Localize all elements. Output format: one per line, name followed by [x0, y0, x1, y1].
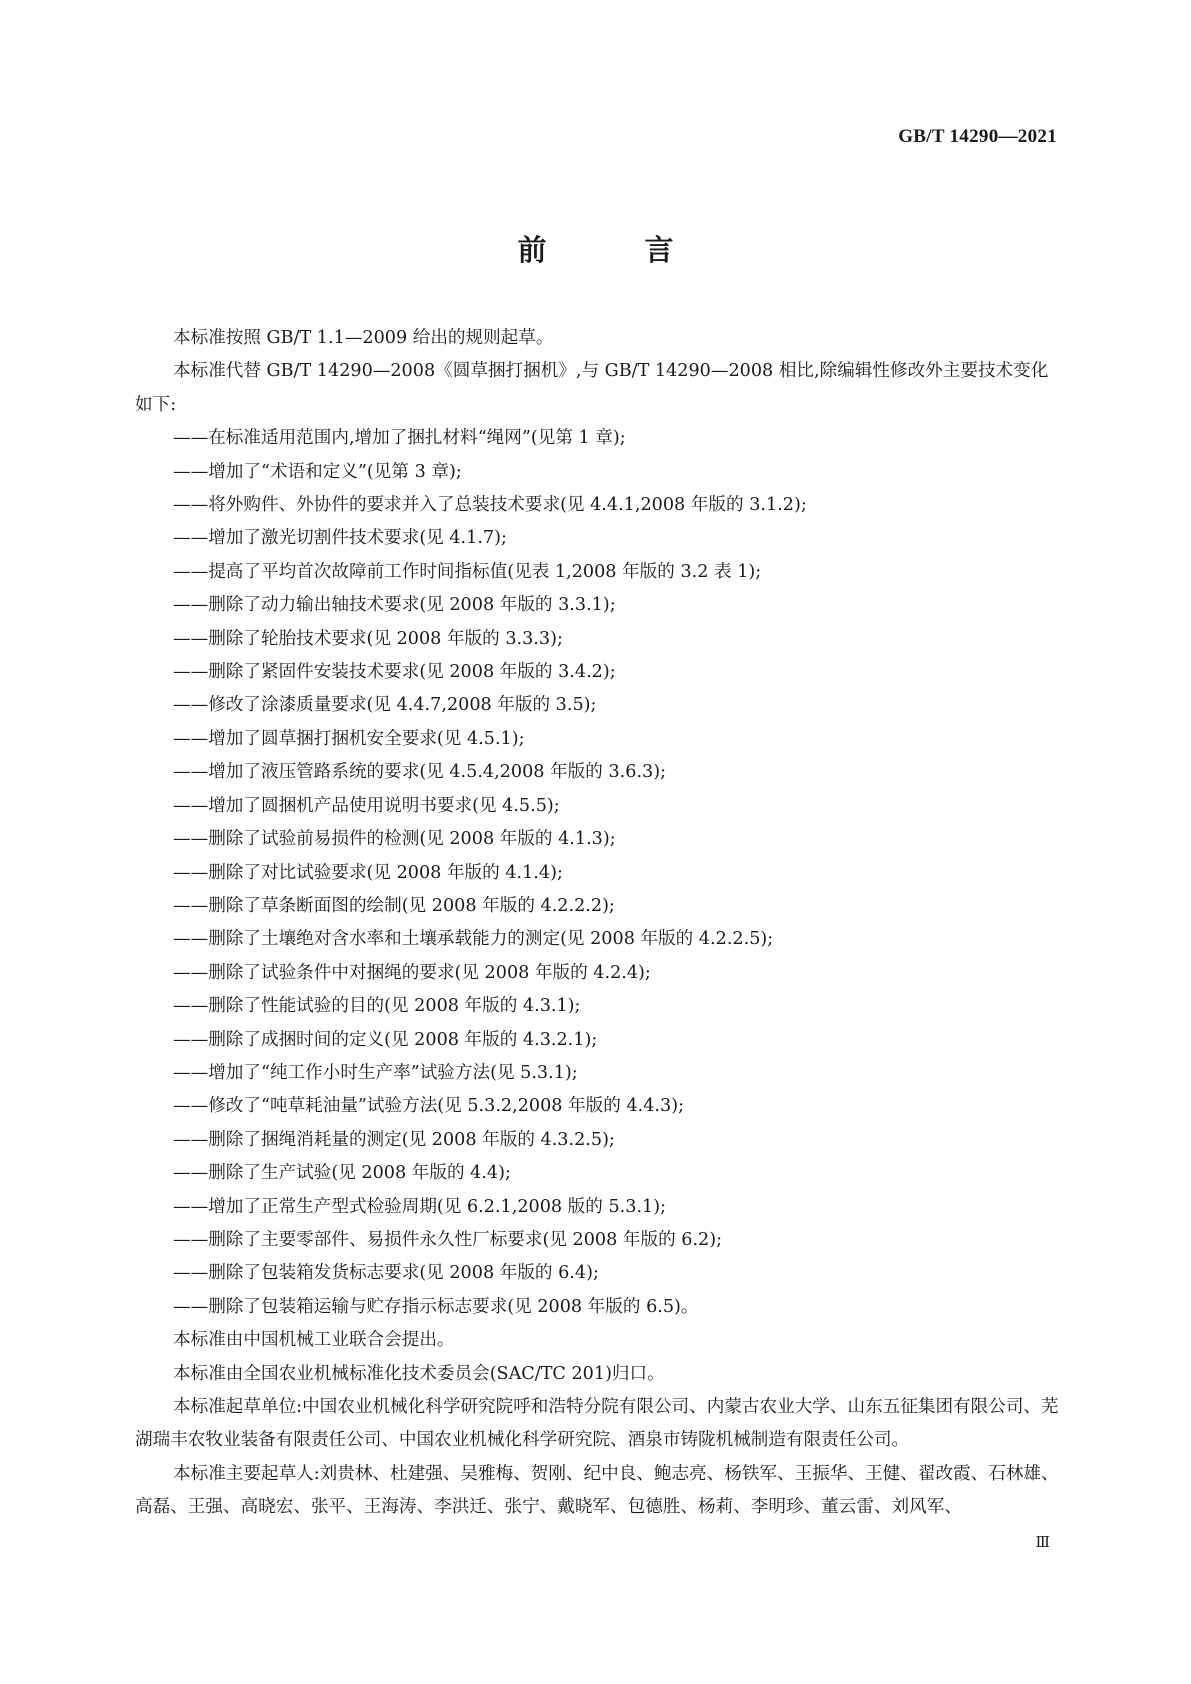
list-item: ——删除了土壤绝对含水率和土壤承载能力的测定(见 2008 年版的 4.2.2.5);	[173, 929, 774, 950]
standard-code: GB/T 14290—2021	[898, 126, 1057, 147]
paragraph-drafters: 本标准主要起草人:刘贵林、杜建强、吴雅梅、贺刚、纪中良、鲍志亮、杨铁军、王振华、王健、翟改霞、石林雄、高磊、王强、高晓宏、张平、王海涛、李洪迁、张宁、戴晓军、包德胜、杨莉、李明珍、董云雷、刘风军、	[135, 1463, 1059, 1518]
list-item: ——删除了对比试验要求(见 2008 年版的 4.1.4);	[173, 862, 563, 883]
list-item: ——删除了包装箱运输与贮存指示标志要求(见 2008 年版的 6.5)。	[173, 1296, 699, 1317]
page-title: 前 言	[517, 233, 718, 267]
list-item: ——修改了涂漆质量要求(见 4.4.7,2008 年版的 3.5);	[173, 695, 597, 716]
list-item: ——修改了“吨草耗油量”试验方法(见 5.3.2,2008 年版的 4.4.3);	[173, 1096, 685, 1117]
paragraph-drafting-units: 本标准起草单位:中国农业机械化科学研究院呼和浩特分院有限公司、内蒙古农业大学、山东五征集团有限公司、芜湖瑞丰农牧业装备有限责任公司、中国农业机械化科学研究院、酒泉市铸陇机械制造有限责任公司。	[135, 1397, 1059, 1451]
paragraph-committee: 本标准由全国农业机械标准化技术委员会(SAC/TC 201)归口。	[173, 1363, 665, 1384]
changes-list	[135, 422, 1060, 1324]
list-item: ——增加了激光切割件技术要求(见 4.1.7);	[173, 528, 507, 549]
paragraph-replacement: 本标准代替 GB/T 14290—2008《圆草捆打捆机》,与 GB/T 14290—2008 相比,除编辑性修改外主要技术变化如下:	[135, 361, 1049, 415]
list-item: ——删除了主要零部件、易损件永久性厂标要求(见 2008 年版的 6.2);	[173, 1229, 723, 1250]
list-item: ——增加了“纯工作小时生产率”试验方法(见 5.3.1);	[173, 1062, 578, 1083]
list-item: ——删除了包装箱发货标志要求(见 2008 年版的 6.4);	[173, 1263, 599, 1284]
paragraph-proposer: 本标准由中国机械工业联合会提出。	[173, 1330, 455, 1351]
page-number: Ⅲ	[1035, 1533, 1050, 1551]
list-item: ——删除了紧固件安装技术要求(见 2008 年版的 3.4.2);	[173, 662, 616, 683]
foreword-body	[135, 322, 1060, 1525]
list-item: ——增加了圆捆机产品使用说明书要求(见 4.5.5);	[173, 795, 560, 816]
list-item: ——删除了捆绳消耗量的测定(见 2008 年版的 4.3.2.5);	[173, 1129, 615, 1150]
list-item: ——增加了“术语和定义”(见第 3 章);	[173, 461, 462, 482]
list-item: ——删除了试验前易损件的检测(见 2008 年版的 4.1.3);	[173, 829, 616, 850]
list-item: ——删除了草条断面图的绘制(见 2008 年版的 4.2.2.2);	[173, 895, 615, 916]
list-item: ——在标准适用范围内,增加了捆扎材料“绳网”(见第 1 章);	[173, 428, 626, 449]
list-item: ——增加了圆草捆打捆机安全要求(见 4.5.1);	[173, 728, 525, 749]
list-item: ——增加了正常生产型式检验周期(见 6.2.1,2008 版的 5.3.1);	[173, 1196, 667, 1217]
list-item: ——删除了试验条件中对捆绳的要求(见 2008 年版的 4.2.4);	[173, 962, 651, 983]
list-item: ——删除了生产试验(见 2008 年版的 4.4);	[173, 1163, 511, 1184]
list-item: ——删除了动力输出轴技术要求(见 2008 年版的 3.3.1);	[173, 595, 616, 616]
list-item: ——删除了轮胎技术要求(见 2008 年版的 3.3.3);	[173, 628, 563, 649]
list-item: ——增加了液压管路系统的要求(见 4.5.4,2008 年版的 3.6.3);	[173, 762, 667, 783]
paragraph-drafting-rules: 本标准按照 GB/T 1.1—2009 给出的规则起草。	[173, 328, 554, 348]
list-item: ——删除了成捆时间的定义(见 2008 年版的 4.3.2.1);	[173, 1029, 598, 1050]
list-item: ——将外购件、外协件的要求并入了总装技术要求(见 4.4.1,2008 年版的 3.1.2);	[173, 495, 807, 516]
list-item: ——提高了平均首次故障前工作时间指标值(见表 1,2008 年版的 3.2 表 1);	[173, 561, 762, 582]
list-item: ——删除了性能试验的目的(见 2008 年版的 4.3.1);	[173, 996, 581, 1017]
